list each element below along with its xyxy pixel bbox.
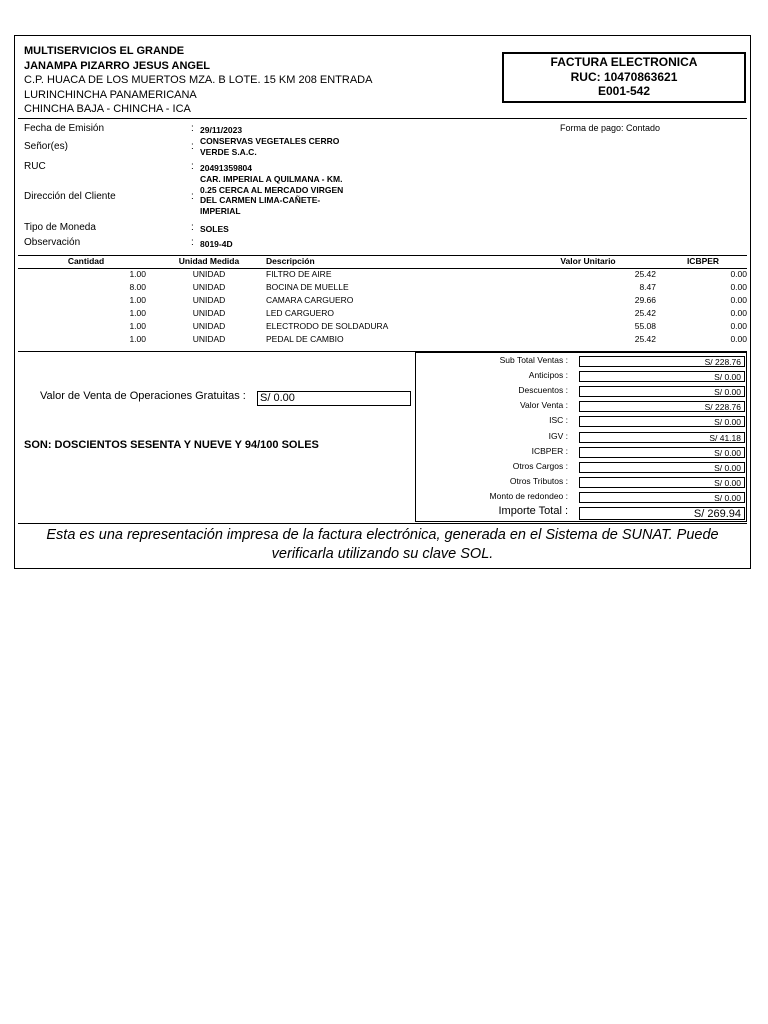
amount-in-words: SON: DOSCIENTOS SESENTA Y NUEVE Y 94/100 SOLES bbox=[24, 439, 319, 451]
divider-footer bbox=[18, 523, 747, 524]
document-box bbox=[502, 52, 746, 103]
total-label: ICBPER : bbox=[531, 445, 568, 456]
total-value: S/ 0.00 bbox=[579, 492, 745, 503]
moneda-value: SOLES bbox=[200, 224, 229, 234]
cell-valor-unitario: 29.66 bbox=[634, 295, 656, 305]
cell-cantidad: 8.00 bbox=[129, 282, 146, 292]
gratuitas-value: S/ 0.00 bbox=[257, 391, 411, 406]
document-type: FACTURA ELECTRONICA bbox=[550, 55, 698, 69]
total-label: Valor Venta : bbox=[519, 400, 568, 411]
cell-valor-unitario: 25.42 bbox=[634, 308, 656, 318]
divider-header bbox=[18, 118, 747, 119]
sunat-note bbox=[18, 526, 747, 564]
direccion-label: Dirección del Cliente bbox=[24, 191, 116, 202]
total-label: ISC : bbox=[549, 415, 568, 426]
colon: : bbox=[191, 161, 194, 172]
total-label: Otros Cargos : bbox=[512, 460, 568, 471]
direccion-value-4: IMPERIAL bbox=[200, 205, 241, 216]
invoice-frame bbox=[14, 35, 751, 569]
cell-unidad: UNIDAD bbox=[192, 269, 226, 279]
direccion-value-2: 0.25 CERCA AL MERCADO VIRGEN bbox=[200, 184, 344, 195]
header-valor-unitario: Valor Unitario bbox=[560, 256, 616, 266]
cell-icbper: 0.00 bbox=[730, 269, 747, 279]
senor-value-2: VERDE S.A.C. bbox=[200, 146, 257, 157]
colon: : bbox=[191, 123, 194, 134]
header-descripcion: Descripción bbox=[266, 256, 315, 266]
total-value: S/ 228.76 bbox=[579, 401, 745, 412]
cell-descripcion: CAMARA CARGUERO bbox=[266, 295, 354, 305]
total-label: Descuentos : bbox=[518, 385, 568, 396]
cell-unidad: UNIDAD bbox=[192, 321, 226, 331]
issuer-owner: JANAMPA PIZARRO JESUS ANGEL bbox=[24, 59, 211, 72]
total-value: S/ 41.18 bbox=[579, 432, 745, 443]
cell-icbper: 0.00 bbox=[730, 334, 747, 344]
total-value: S/ 228.76 bbox=[579, 356, 745, 367]
direccion-value bbox=[200, 174, 343, 216]
total-value: S/ 269.94 bbox=[579, 507, 745, 520]
total-value: S/ 0.00 bbox=[579, 386, 745, 397]
sunat-note-2: verificarla utilizando su clave SOL. bbox=[271, 546, 494, 562]
total-value: S/ 0.00 bbox=[579, 371, 745, 382]
total-label: Monto de redondeo : bbox=[489, 490, 568, 501]
cell-icbper: 0.00 bbox=[730, 295, 747, 305]
total-label: IGV : bbox=[548, 430, 568, 441]
total-value: S/ 0.00 bbox=[579, 477, 745, 488]
document-ruc: RUC: 10470863621 bbox=[570, 69, 678, 84]
total-label: Otros Tributos : bbox=[509, 475, 568, 486]
total-value: S/ 0.00 bbox=[579, 462, 745, 473]
colon: : bbox=[191, 141, 194, 152]
cell-cantidad: 1.00 bbox=[129, 269, 146, 279]
cell-descripcion: ELECTRODO DE SOLDADURA bbox=[266, 321, 389, 331]
total-label: Sub Total Ventas : bbox=[499, 355, 568, 365]
colon: : bbox=[191, 237, 194, 248]
cell-valor-unitario: 25.42 bbox=[634, 334, 656, 344]
cell-cantidad: 1.00 bbox=[129, 321, 146, 331]
forma-pago: Forma de pago: Contado bbox=[560, 123, 661, 133]
senor-label: Señor(es) bbox=[24, 141, 68, 152]
cell-valor-unitario: 55.08 bbox=[634, 321, 656, 331]
observacion-label: Observación bbox=[24, 237, 81, 248]
issuer-address-1: C.P. HUACA DE LOS MUERTOS MZA. B LOTE. 15 KM 208 ENTRADA bbox=[24, 74, 373, 86]
cell-cantidad: 1.00 bbox=[129, 308, 146, 318]
total-label: Importe Total : bbox=[498, 505, 568, 517]
direccion-value-3: DEL CARMEN LIMA-CAÑETE- bbox=[200, 195, 321, 205]
cell-icbper: 0.00 bbox=[730, 321, 747, 331]
ruc-label: RUC bbox=[24, 161, 46, 172]
cell-descripcion: LED CARGUERO bbox=[266, 308, 335, 318]
direccion-value-1: CAR. IMPERIAL A QUILMANA - KM. bbox=[200, 174, 343, 184]
issuer-address-3: CHINCHA BAJA - CHINCHA - ICA bbox=[24, 103, 191, 115]
cell-cantidad: 1.00 bbox=[129, 295, 146, 305]
cell-unidad: UNIDAD bbox=[192, 308, 226, 318]
senor-value-1: CONSERVAS VEGETALES CERRO bbox=[200, 136, 340, 146]
colon: : bbox=[191, 222, 194, 233]
observacion-value: 8019-4D bbox=[200, 239, 233, 249]
total-value: S/ 0.00 bbox=[579, 416, 745, 427]
fecha-value: 29/11/2023 bbox=[200, 125, 243, 135]
ruc-value: 20491359804 bbox=[200, 163, 253, 173]
cell-descripcion: PEDAL DE CAMBIO bbox=[266, 334, 344, 344]
cell-icbper: 0.00 bbox=[730, 308, 747, 318]
cell-icbper: 0.00 bbox=[730, 282, 747, 292]
cell-descripcion: FILTRO DE AIRE bbox=[266, 269, 332, 279]
sunat-note-1: Esta es una representación impresa de la factura electrónica, generada en el Sistema de SUNAT. Puede bbox=[46, 527, 719, 543]
cell-valor-unitario: 8.47 bbox=[639, 282, 656, 292]
cell-cantidad: 1.00 bbox=[129, 334, 146, 344]
document-number: E001-542 bbox=[597, 84, 651, 98]
total-label: Anticipos : bbox=[528, 370, 568, 381]
gratuitas-label: Valor de Venta de Operaciones Gratuitas : bbox=[40, 390, 246, 402]
cell-unidad: UNIDAD bbox=[192, 334, 226, 344]
moneda-label: Tipo de Moneda bbox=[24, 222, 96, 233]
header-icbper: ICBPER bbox=[686, 256, 720, 266]
issuer-block bbox=[24, 44, 372, 117]
fecha-label: Fecha de Emisión bbox=[24, 123, 105, 134]
invoice-inner bbox=[18, 39, 747, 565]
cell-unidad: UNIDAD bbox=[192, 295, 226, 305]
cell-valor-unitario: 25.42 bbox=[634, 269, 656, 279]
colon: : bbox=[191, 191, 194, 202]
issuer-address-2: LURINCHINCHA PANAMERICANA bbox=[24, 88, 197, 101]
header-cantidad: Cantidad bbox=[67, 256, 105, 266]
senor-value bbox=[200, 136, 339, 157]
header-unidad: Unidad Medida bbox=[178, 256, 240, 266]
total-value: S/ 0.00 bbox=[579, 447, 745, 458]
cell-unidad: UNIDAD bbox=[192, 282, 226, 292]
cell-descripcion: BOCINA DE MUELLE bbox=[266, 282, 349, 292]
totals-box bbox=[415, 352, 747, 522]
issuer-name: MULTISERVICIOS EL GRANDE bbox=[24, 45, 185, 57]
